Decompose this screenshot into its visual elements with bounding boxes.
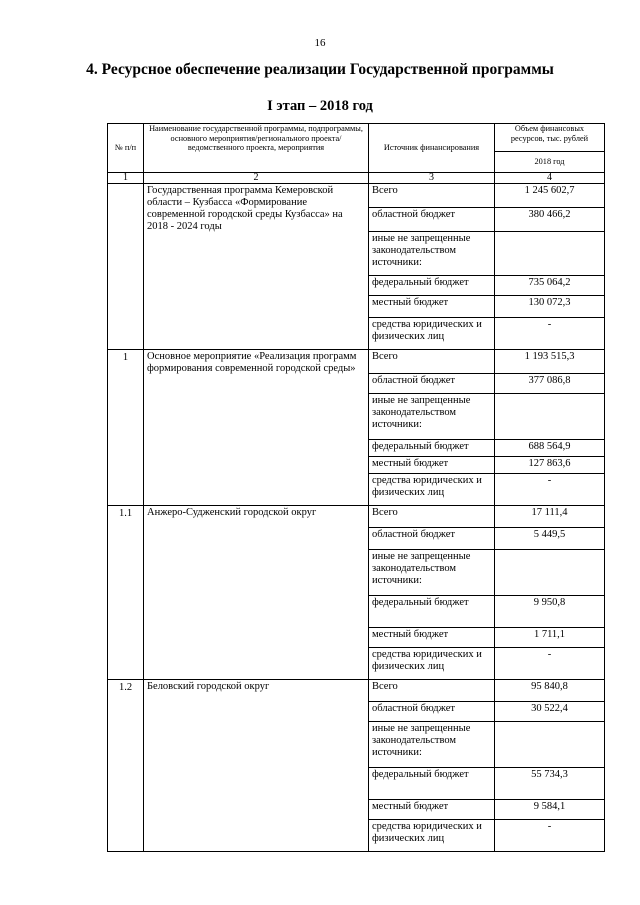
funding-value: - xyxy=(495,318,605,350)
row-number: 1.1 xyxy=(108,506,144,680)
funding-source: средства юридических и физических лиц xyxy=(369,318,495,350)
funding-source: местный бюджет xyxy=(369,800,495,820)
funding-value: 17 111,4 xyxy=(495,506,605,528)
funding-value: 1 245 602,7 xyxy=(495,184,605,208)
funding-value xyxy=(495,232,605,276)
header-source: Источник финансирования xyxy=(369,124,495,173)
program-name: Государственная программа Кемеровской области – Кузбасса «Формирование современной городской среды Кузбасса» на 2018 - 2024 годы xyxy=(144,184,369,350)
funding-source: Всего xyxy=(369,680,495,702)
funding-source: Всего xyxy=(369,184,495,208)
funding-value: 9 584,1 xyxy=(495,800,605,820)
column-number: 1 xyxy=(108,173,144,184)
funding-value: 735 064,2 xyxy=(495,276,605,296)
funding-value: 1 711,1 xyxy=(495,628,605,648)
page-number: 16 xyxy=(314,37,326,49)
column-number: 3 xyxy=(369,173,495,184)
table-row xyxy=(108,350,605,374)
column-number-row xyxy=(108,173,605,184)
funding-source: федеральный бюджет xyxy=(369,768,495,800)
row-number: 1.2 xyxy=(108,680,144,852)
funding-source: местный бюджет xyxy=(369,457,495,474)
funding-value: 30 522,4 xyxy=(495,702,605,722)
funding-source: федеральный бюджет xyxy=(369,596,495,628)
funding-value: - xyxy=(495,820,605,852)
funding-value: 95 840,8 xyxy=(495,680,605,702)
funding-source: федеральный бюджет xyxy=(369,276,495,296)
funding-source: местный бюджет xyxy=(369,296,495,318)
header-name: Наименование государственной программы, подпрограммы, основного мероприятия/регионального проекта/ведомственного проекта, мероприятия xyxy=(144,124,369,173)
funding-source: иные не запрещенные законодательством источники: xyxy=(369,722,495,768)
funding-value xyxy=(495,394,605,440)
funding-value: - xyxy=(495,648,605,680)
program-name: Основное мероприятие «Реализация программ формирования современной городской среды» xyxy=(144,350,369,506)
column-number: 4 xyxy=(495,173,605,184)
funding-source: иные не запрещенные законодательством источники: xyxy=(369,550,495,596)
table-row xyxy=(108,184,605,208)
funding-source: областной бюджет xyxy=(369,702,495,722)
funding-value: 9 950,8 xyxy=(495,596,605,628)
row-number: 1 xyxy=(108,350,144,506)
table-row xyxy=(108,680,605,702)
header-volume: Объем финансовых ресурсов, тыс. рублей xyxy=(495,124,605,152)
funding-source: местный бюджет xyxy=(369,628,495,648)
funding-source: областной бюджет xyxy=(369,208,495,232)
funding-value: 55 734,3 xyxy=(495,768,605,800)
stage-subheading: I этап – 2018 год xyxy=(267,98,373,114)
section-heading: 4. Ресурсное обеспечение реализации Государственной программы xyxy=(86,61,554,78)
funding-value xyxy=(495,550,605,596)
funding-value: 380 466,2 xyxy=(495,208,605,232)
funding-source: областной бюджет xyxy=(369,374,495,394)
table-row xyxy=(108,506,605,528)
program-name: Беловский городской округ xyxy=(144,680,369,852)
funding-source: федеральный бюджет xyxy=(369,440,495,457)
funding-value: 688 564,9 xyxy=(495,440,605,457)
funding-source: иные не запрещенные законодательством источники: xyxy=(369,232,495,276)
funding-value: 1 193 515,3 xyxy=(495,350,605,374)
funding-source: областной бюджет xyxy=(369,528,495,550)
funding-value xyxy=(495,722,605,768)
header-number: № п/п xyxy=(108,124,144,173)
financing-table xyxy=(107,123,605,852)
funding-source: Всего xyxy=(369,506,495,528)
header-year: 2018 год xyxy=(495,152,605,173)
funding-source: Всего xyxy=(369,350,495,374)
funding-value: 377 086,8 xyxy=(495,374,605,394)
funding-value: - xyxy=(495,474,605,506)
funding-source: средства юридических и физических лиц xyxy=(369,474,495,506)
funding-value: 130 072,3 xyxy=(495,296,605,318)
column-number: 2 xyxy=(144,173,369,184)
row-number xyxy=(108,184,144,350)
funding-source: иные не запрещенные законодательством источники: xyxy=(369,394,495,440)
funding-source: средства юридических и физических лиц xyxy=(369,648,495,680)
program-name: Анжеро-Судженский городской округ xyxy=(144,506,369,680)
funding-value: 127 863,6 xyxy=(495,457,605,474)
funding-source: средства юридических и физических лиц xyxy=(369,820,495,852)
funding-value: 5 449,5 xyxy=(495,528,605,550)
